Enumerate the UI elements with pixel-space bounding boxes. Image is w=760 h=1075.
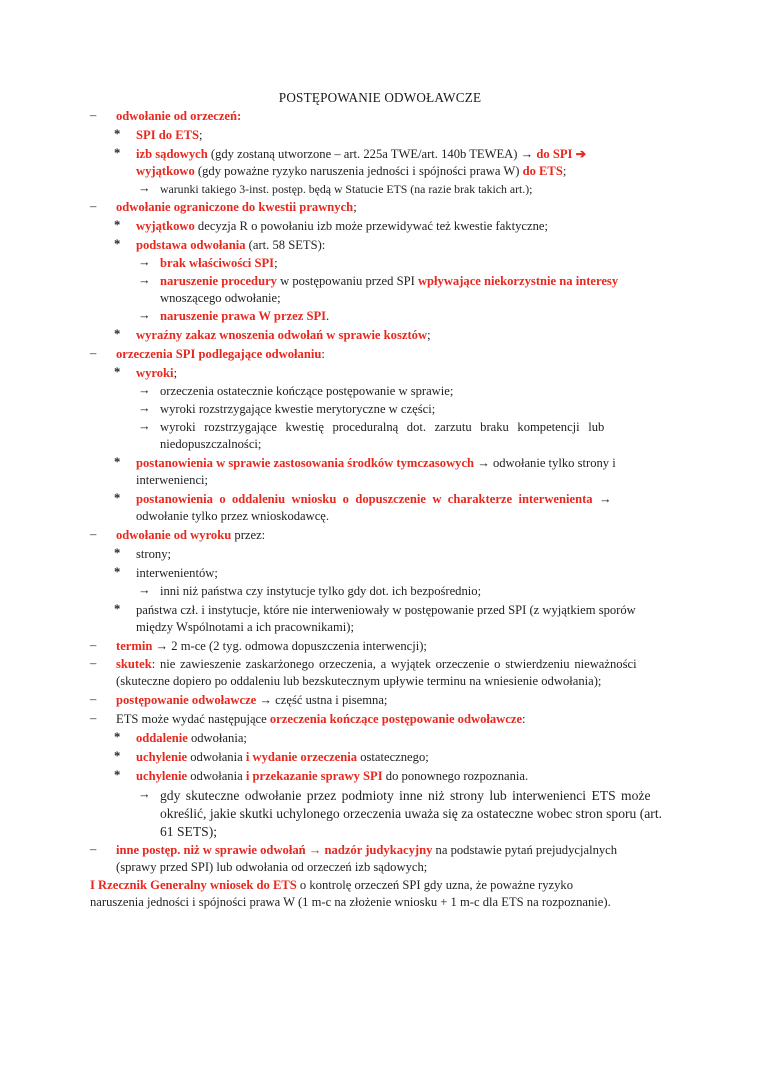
- arrow-icon: →: [138, 273, 151, 287]
- sub-item: naruszenie prawa W przez SPI.: [160, 309, 330, 323]
- sub-item: wyroki rozstrzygające kwestie merytoryczne w części;: [160, 402, 436, 416]
- rzecznik-line: I Rzecznik Generalny wniosek do ETS o kontrolę orzeczeń SPI gdy uzna, że poważne ryzyko: [90, 878, 574, 892]
- dash-bullet: –: [90, 638, 97, 652]
- star-bullet: *: [114, 327, 121, 341]
- sub-item-continuation: 61 SETS);: [160, 824, 218, 839]
- list-item-continuation: między Wspólnotami a ich pracownikami);: [136, 620, 354, 634]
- arrow-icon: →: [138, 383, 151, 397]
- list-item: strony;: [136, 547, 171, 561]
- list-item: izb sądowych (gdy zostaną utworzone – art. 225a TWE/art. 140b TEWEA) → do SPI ➔: [136, 147, 587, 161]
- list-item: wyroki;: [136, 366, 178, 380]
- section-heading-appealable: orzeczenia SPI podlegające odwołaniu:: [116, 347, 325, 361]
- dash-bullet: –: [90, 842, 97, 856]
- termin-line: termin → 2 m-ce (2 tyg. odmowa dopuszczenia interwencji);: [116, 639, 427, 653]
- section-heading-appeal: odwołanie od orzeczeń:: [116, 109, 242, 123]
- arrow-icon: →: [138, 583, 151, 597]
- rzecznik-continuation: naruszenia jedności i spójności prawa W (1 m-c na złożenie wniosku + 1 m-c dla ETS na rozpoznanie).: [90, 895, 611, 909]
- sub-item: gdy skuteczne odwołanie przez podmioty inne niż strony lub interwenienci ETS może: [160, 788, 651, 803]
- dash-bullet: –: [90, 346, 97, 360]
- sub-item-continuation: wnoszącego odwołanie;: [160, 291, 281, 305]
- inne-line: inne postęp. niż w sprawie odwołań → nadzór judykacyjny na podstawie pytań prejudycjalnych: [116, 843, 618, 857]
- list-item: postanowienia w sprawie zastosowania środków tymczasowych → odwołanie tylko strony i: [136, 456, 616, 470]
- sub-item-continuation: niedopuszczalności;: [160, 437, 262, 451]
- star-bullet: *: [114, 218, 121, 232]
- arrow-icon: →: [138, 181, 151, 195]
- inne-continuation: (sprawy przed SPI) lub odwołania od orzeczeń izb sądowych;: [116, 860, 428, 874]
- arrow-icon: →: [138, 401, 151, 415]
- sub-item: orzeczenia ostatecznie kończące postępowanie w sprawie;: [160, 384, 454, 398]
- star-bullet: *: [114, 749, 121, 763]
- sub-item: wyroki rozstrzygające kwestię proceduralną dot. zarzutu braku kompetencji lub: [160, 420, 605, 434]
- arrow-icon: →: [138, 787, 151, 801]
- sub-item-continuation: określić, jakie skutki uchylonego orzeczenia uważa się za ostateczne wobec stron sporu (art.: [160, 806, 663, 821]
- page-title: POSTĘPOWANIE ODWOŁAWCZE: [278, 90, 482, 105]
- star-bullet: *: [114, 602, 121, 616]
- list-item: oddalenie odwołania;: [136, 731, 247, 745]
- dash-bullet: –: [90, 692, 97, 706]
- sub-item: inni niż państwa czy instytucje tylko gdy dot. ich bezpośrednio;: [160, 584, 482, 598]
- list-item: uchylenie odwołania i wydanie orzeczenia ostatecznego;: [136, 750, 429, 764]
- star-bullet: *: [114, 491, 121, 505]
- arrow-icon: →: [138, 419, 151, 433]
- star-bullet: *: [114, 365, 121, 379]
- skutek-continuation: (skuteczne dopiero po oddaleniu lub bezskutecznym upływie terminu na wniesienie odwołania);: [116, 674, 602, 688]
- list-item: SPI do ETS;: [136, 128, 203, 142]
- list-item: podstawa odwołania (art. 58 SETS):: [136, 238, 326, 252]
- list-item: postanowienia o oddaleniu wniosku o dopuszczenie w charakterze interwenienta →: [136, 492, 612, 506]
- arrow-icon: →: [138, 255, 151, 269]
- star-bullet: *: [114, 768, 121, 782]
- postepowanie-line: postępowanie odwoławcze → część ustna i pisemna;: [116, 693, 388, 707]
- section-heading-legal: odwołanie ograniczone do kwestii prawnych;: [116, 200, 357, 214]
- star-bullet: *: [114, 455, 121, 469]
- list-item: uchylenie odwołania i przekazanie sprawy SPI do ponownego rozpoznania.: [136, 769, 529, 783]
- sub-item: brak właściwości SPI;: [160, 256, 278, 270]
- star-bullet: *: [114, 730, 121, 744]
- ets-line: ETS może wydać następujące orzeczenia kończące postępowanie odwoławcze:: [116, 712, 526, 726]
- dash-bullet: –: [90, 711, 97, 725]
- star-bullet: *: [114, 565, 121, 579]
- dash-bullet: –: [90, 527, 97, 541]
- list-item-continuation: interwenienci;: [136, 473, 209, 487]
- star-bullet: *: [114, 237, 121, 251]
- dash-bullet: –: [90, 108, 97, 122]
- list-item-continuation: odwołanie tylko przez wnioskodawcę.: [136, 509, 330, 523]
- section-heading-judgment: odwołanie od wyroku przez:: [116, 528, 266, 542]
- list-item: wyjątkowo decyzja R o powołaniu izb może przewidywać też kwestie faktyczne;: [136, 219, 548, 233]
- list-item: wyraźny zakaz wnoszenia odwołań w sprawie kosztów;: [136, 328, 431, 342]
- star-bullet: *: [114, 546, 121, 560]
- list-item: państwa czł. i instytucje, które nie interweniowały w postępowanie przed SPI (z wyjątkiem sporów: [136, 603, 636, 617]
- dash-bullet: –: [90, 199, 97, 213]
- dash-bullet: –: [90, 656, 97, 670]
- arrow-icon: →: [138, 308, 151, 322]
- list-item: interwenientów;: [136, 566, 218, 580]
- star-bullet: *: [114, 127, 121, 141]
- list-item-continuation: wyjątkowo (gdy poważne ryzyko naruszenia jedności i spójności prawa W) do ETS;: [136, 164, 567, 178]
- star-bullet: *: [114, 146, 121, 160]
- sub-item: warunki takiego 3-inst. postęp. będą w Statucie ETS (na razie brak takich art.);: [160, 182, 533, 196]
- sub-item: naruszenie procedury w postępowaniu przed SPI wpływające niekorzystnie na interesy: [160, 274, 619, 288]
- skutek-line: skutek: nie zawieszenie zaskarżonego orzeczenia, a wyjątek orzeczenie o stwierdzeniu nieważności: [116, 657, 637, 671]
